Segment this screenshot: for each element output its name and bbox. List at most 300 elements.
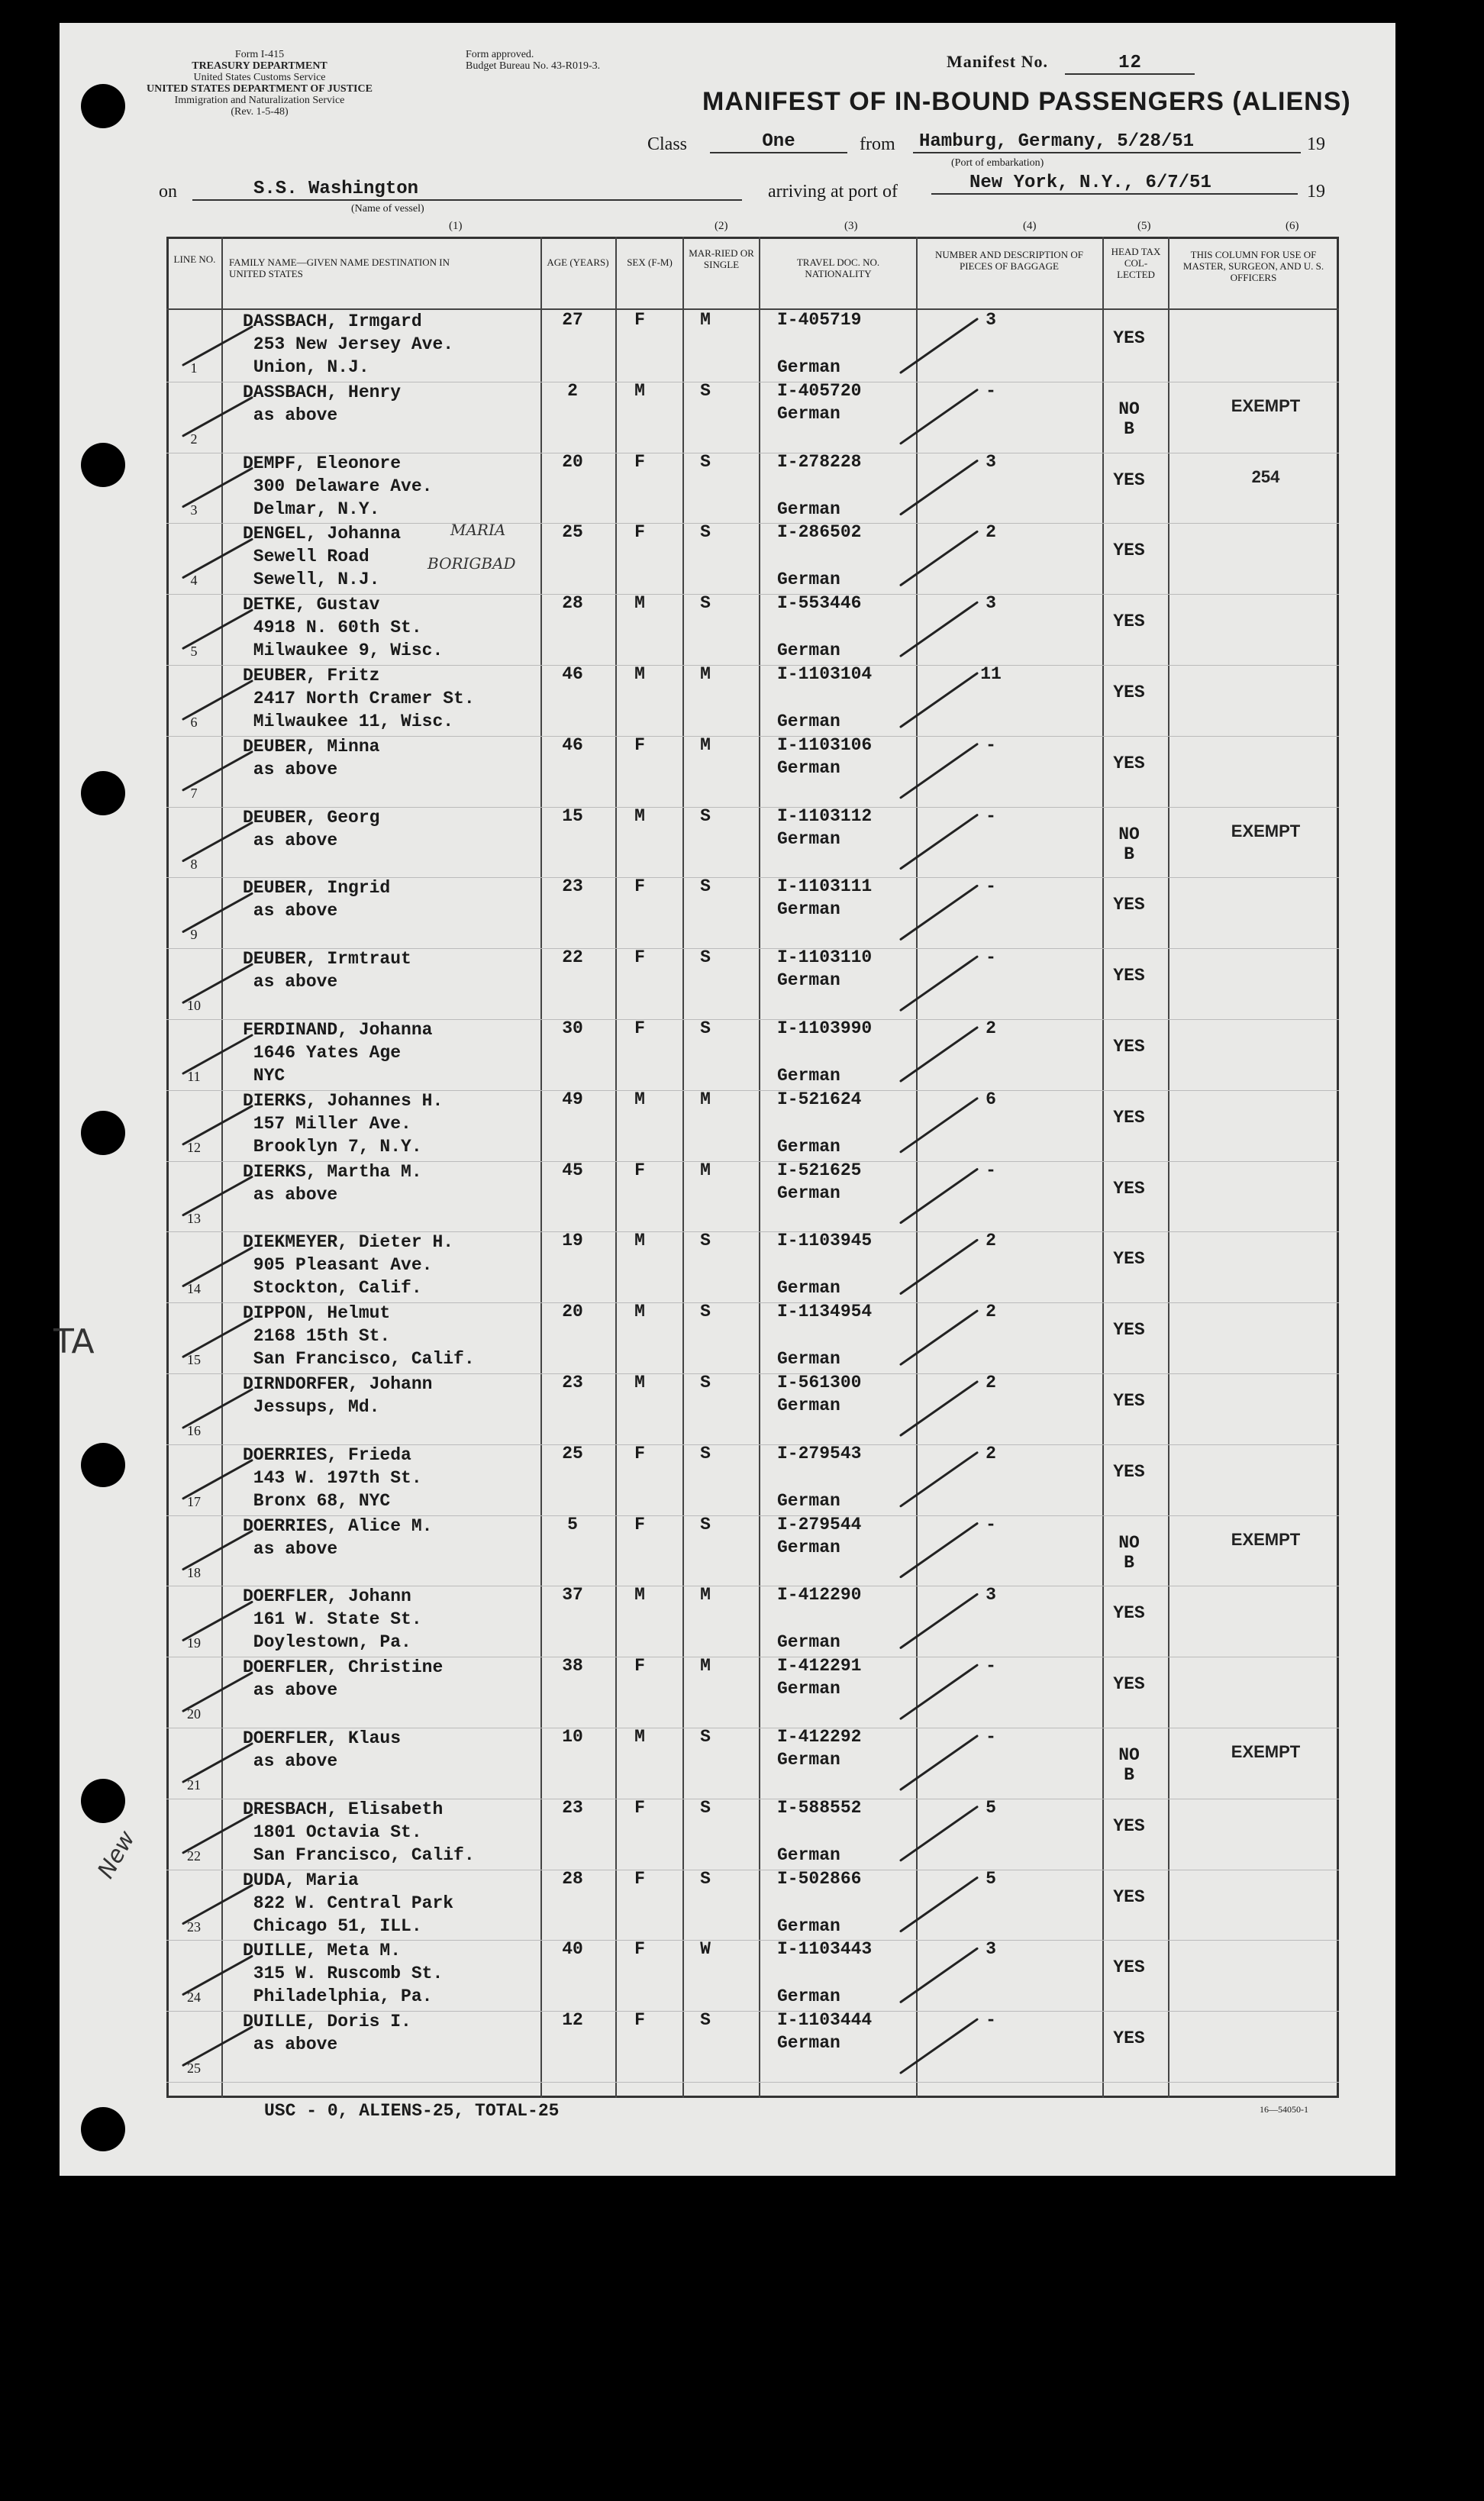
agency-line: UNITED STATES DEPARTMENT OF JUSTICE (147, 83, 373, 95)
head-tax-collected: YES (1113, 1957, 1145, 1978)
check-mark (183, 1460, 252, 1499)
passenger-name-destination: DEUBER, Minna as above (243, 736, 380, 779)
marital-status: S (700, 1514, 711, 1534)
official-remark: EXEMPT (1231, 1529, 1301, 1549)
passenger-age: 46 (562, 664, 583, 684)
year-suffix: 19 (1307, 182, 1325, 202)
head-tax-collected: YES (1113, 541, 1145, 561)
line-number: 21 (187, 1777, 201, 1793)
nationality: German (777, 1537, 840, 1557)
check-mark (901, 1099, 977, 1152)
passenger-age: 28 (562, 593, 583, 614)
passenger-age: 46 (562, 734, 583, 755)
check-mark (901, 1948, 977, 2002)
baggage-count: 3 (986, 1939, 996, 1960)
head-tax-collected: YES (1113, 1249, 1145, 1270)
line-number: 11 (187, 1069, 201, 1084)
passenger-age: 20 (562, 451, 583, 472)
travel-document-number: I-412291 (777, 1656, 862, 1676)
manifest-number-label: Manifest No. (947, 52, 1048, 71)
nationality: German (777, 1278, 840, 1299)
passenger-age: 38 (562, 1656, 583, 1676)
column-number: (3) (844, 220, 858, 232)
header-head-tax: HEAD TAX COL-LECTED (1111, 246, 1161, 280)
passenger-sex: M (634, 1231, 645, 1251)
passenger-age: 23 (562, 1797, 583, 1818)
check-mark (183, 1177, 252, 1215)
line-number: 25 (187, 2061, 201, 2077)
line-number: 14 (187, 1281, 201, 1297)
header-line-no: LINE NO. (173, 253, 216, 265)
check-mark (901, 673, 977, 727)
line-number: 1 (190, 360, 198, 376)
travel-document-number: I-1103104 (777, 664, 873, 684)
marital-status: M (700, 1585, 711, 1605)
nationality: German (777, 712, 840, 731)
nationality: German (777, 1632, 840, 1653)
baggage-count: - (986, 805, 996, 826)
nationality: German (777, 403, 840, 424)
marital-status: S (700, 947, 711, 968)
head-tax-collected: YES (1113, 1603, 1145, 1624)
check-mark (183, 1673, 252, 1711)
from-label: from (860, 134, 895, 154)
line-number: 16 (187, 1423, 201, 1438)
marital-status: M (700, 1160, 711, 1180)
line-number: 19 (187, 1635, 201, 1651)
check-mark (183, 1318, 252, 1357)
head-tax-collected: NO B (1118, 1745, 1140, 1785)
marital-status: S (700, 1302, 711, 1322)
passenger-name-destination: DIRNDORFER, Johann Jessups, Md. (243, 1374, 433, 1417)
travel-document-number: I-561300 (777, 1373, 862, 1392)
check-mark (183, 1815, 252, 1853)
passenger-name-destination: DIERKS, Johannes H. 157 Miller Ave. Brooklyn 7, N.Y. (243, 1090, 444, 1157)
passenger-sex: F (634, 947, 645, 968)
passenger-sex: F (634, 451, 645, 472)
travel-document-number: I-588552 (777, 1797, 862, 1818)
vessel-caption: (Name of vessel) (351, 203, 424, 215)
travel-document-number: I-412292 (777, 1727, 862, 1747)
travel-document-number: I-1103110 (777, 947, 873, 968)
agency-subline: United States Customs Service (193, 72, 326, 83)
head-tax-collected: YES (1113, 1674, 1145, 1695)
passenger-age: 5 (567, 1514, 578, 1534)
passenger-name-destination: DIERKS, Martha M. as above (243, 1161, 422, 1205)
check-mark (183, 1247, 252, 1286)
check-mark (901, 390, 977, 444)
column-number: (1) (449, 220, 463, 232)
nationality: German (777, 499, 840, 519)
head-tax-collected: YES (1113, 1320, 1145, 1341)
header-married: MAR-RIED OR SINGLE (689, 247, 754, 270)
check-mark (183, 327, 252, 365)
passenger-age: 23 (562, 876, 583, 897)
head-tax-collected: YES (1113, 753, 1145, 773)
handwritten-note: BORIGBAD (427, 554, 516, 573)
line-number: 22 (187, 1848, 201, 1864)
handwritten-note: MARIA (450, 521, 506, 539)
baggage-count: 2 (986, 1018, 996, 1038)
check-mark (901, 461, 977, 515)
arrival-value: New York, N.Y., 6/7/51 (931, 173, 1298, 195)
check-mark (901, 1382, 977, 1435)
line-number: 18 (187, 1564, 201, 1580)
approval-line: Budget Bureau No. 43-R019-3. (466, 60, 601, 72)
check-mark (183, 964, 252, 1002)
passenger-name-destination: DEUBER, Georg as above (243, 807, 380, 850)
head-tax-collected: NO B (1118, 1532, 1140, 1573)
header-baggage: NUMBER AND DESCRIPTION OF PIECES OF BAGGAGE (935, 249, 1083, 272)
nationality: German (777, 357, 840, 377)
line-number: 3 (190, 502, 198, 518)
baggage-count: 3 (986, 451, 996, 472)
port-caption: (Port of embarkation) (951, 157, 1044, 169)
passenger-age: 30 (562, 1018, 583, 1038)
passenger-sex: F (634, 310, 645, 330)
nationality: German (777, 1750, 840, 1770)
baggage-count: 2 (986, 1302, 996, 1322)
head-tax-collected: YES (1113, 1178, 1145, 1199)
nationality: German (777, 828, 840, 849)
check-mark (901, 602, 977, 656)
arriving-label: arriving at port of (768, 182, 898, 202)
travel-document-number: I-405719 (777, 310, 862, 330)
column-number: (4) (1023, 220, 1037, 232)
marital-status: M (700, 1089, 711, 1109)
check-mark (183, 1602, 252, 1640)
nationality: German (777, 757, 840, 778)
line-number: 5 (190, 644, 198, 660)
revision-line: (Rev. 1-5-48) (231, 106, 289, 118)
marital-status: S (700, 805, 711, 826)
marital-status: S (700, 1373, 711, 1392)
passenger-name-destination: DOERRIES, Alice M. as above (243, 1515, 433, 1559)
passenger-name-destination: DUDA, Maria 822 W. Central Park Chicago 51, ILL. (243, 1870, 454, 1936)
document-title: MANIFEST OF IN-BOUND PASSENGERS (ALIENS) (702, 87, 1351, 116)
official-remark: EXEMPT (1231, 395, 1301, 415)
nationality: German (777, 1915, 840, 1936)
check-mark (901, 1028, 977, 1081)
line-number: 13 (187, 1210, 201, 1226)
passenger-name-destination: DEUBER, Irmtraut as above (243, 949, 411, 992)
check-mark (901, 1524, 977, 1577)
line-number: 7 (190, 785, 198, 801)
check-mark (901, 815, 977, 869)
head-tax-collected: YES (1113, 1107, 1145, 1128)
check-mark (183, 1035, 252, 1073)
line-number: 15 (187, 1352, 201, 1368)
passenger-age: 23 (562, 1373, 583, 1392)
line-number: 4 (190, 573, 198, 589)
marital-status: S (700, 1868, 711, 1889)
baggage-count: 2 (986, 1373, 996, 1392)
nationality: German (777, 970, 840, 991)
travel-document-number: I-279543 (777, 1443, 862, 1463)
marital-status: S (700, 522, 711, 543)
official-remark: 254 (1251, 466, 1280, 486)
check-mark (901, 886, 977, 939)
head-tax-collected: YES (1113, 470, 1145, 490)
header-remarks: THIS COLUMN FOR USE OF MASTER, SURGEON, AND U. S. OFFICERS (1182, 249, 1324, 283)
passenger-age: 28 (562, 1868, 583, 1889)
line-number: 9 (190, 927, 198, 943)
passenger-sex: M (634, 664, 645, 684)
check-mark (901, 1736, 977, 1789)
check-mark (901, 1240, 977, 1293)
line-number: 10 (187, 998, 201, 1014)
line-number: 23 (187, 1919, 201, 1935)
line-number: 12 (187, 1139, 201, 1155)
passenger-age: 27 (562, 310, 583, 330)
passenger-name-destination: DEUBER, Ingrid as above (243, 878, 391, 921)
passenger-name-destination: DASSBACH, Irmgard 253 New Jersey Ave. Union, N.J. (243, 311, 454, 377)
line-number: 20 (187, 1706, 201, 1722)
passenger-sex: F (634, 522, 645, 543)
passenger-sex: M (634, 1585, 645, 1605)
marital-status: S (700, 1727, 711, 1747)
check-mark (901, 1453, 977, 1506)
line-number: 8 (190, 856, 198, 872)
head-tax-collected: NO B (1118, 399, 1140, 439)
check-mark (183, 610, 252, 648)
baggage-count: - (986, 1727, 996, 1747)
passenger-name-destination: DIEKMEYER, Dieter H. 905 Pleasant Ave. Stockton, Calif. (243, 1232, 454, 1299)
check-mark (183, 1531, 252, 1570)
form-number: Form I-415 (234, 49, 285, 60)
head-tax-collected: YES (1113, 2028, 1145, 2049)
passenger-age: 25 (562, 1443, 583, 1463)
check-mark (901, 531, 977, 585)
baggage-count: 11 (980, 664, 1002, 684)
passenger-name-destination: DEMPF, Eleonore 300 Delaware Ave. Delmar, N.Y. (243, 453, 433, 519)
head-tax-collected: YES (1113, 612, 1145, 632)
travel-document-number: I-286502 (777, 522, 862, 543)
passenger-age: 10 (562, 1727, 583, 1747)
on-label: on (159, 182, 177, 202)
passenger-age: 49 (562, 1089, 583, 1109)
baggage-count: - (986, 2010, 996, 2031)
nationality: German (777, 2033, 840, 2054)
marital-status: S (700, 1797, 711, 1818)
line-number: 24 (187, 1990, 201, 2006)
passenger-name-destination: DRESBACH, Elisabeth 1801 Octavia St. San Francisco, Calif. (243, 1799, 475, 1865)
check-mark (901, 319, 977, 373)
passenger-sex: M (634, 805, 645, 826)
check-mark (183, 1744, 252, 1782)
passenger-sex: M (634, 1302, 645, 1322)
column-number: (6) (1286, 220, 1299, 232)
passenger-sex: F (634, 1656, 645, 1676)
head-tax-collected: YES (1113, 1886, 1145, 1907)
passenger-name-destination: DOERFLER, Christine as above (243, 1657, 444, 1701)
passenger-age: 45 (562, 1160, 583, 1180)
marital-status: S (700, 451, 711, 472)
passenger-name-destination: DEUBER, Fritz 2417 North Cramer St. Milwaukee 11, Wisc. (243, 666, 475, 731)
passenger-name-destination: DOERFLER, Johann 161 W. State St. Doylestown, Pa. (243, 1586, 422, 1653)
check-mark (901, 957, 977, 1010)
check-mark (183, 752, 252, 790)
travel-document-number: I-1103444 (777, 2010, 873, 2031)
check-mark (183, 398, 252, 436)
travel-document-number: I-1103106 (777, 734, 873, 755)
passenger-sex: M (634, 593, 645, 614)
check-mark (183, 1886, 252, 1924)
nationality: German (777, 899, 840, 920)
baggage-count: 2 (986, 522, 996, 543)
passenger-age: 12 (562, 2010, 583, 2031)
passenger-sex: F (634, 1868, 645, 1889)
column-number: (2) (715, 220, 728, 232)
passenger-name-destination: DIPPON, Helmut 2168 15th St. San Francisco, Calif. (243, 1303, 475, 1370)
passenger-name-destination: DUILLE, Doris I. as above (243, 2012, 411, 2055)
passenger-name-destination: FERDINAND, Johanna 1646 Yates Age NYC (243, 1020, 433, 1086)
handwritten-side-mark: TA (53, 1322, 95, 1361)
marital-status: S (700, 1231, 711, 1251)
travel-document-number: I-553446 (777, 593, 862, 614)
header-sex: SEX (F-M) (627, 257, 673, 268)
travel-document-number: I-1103443 (777, 1939, 873, 1960)
line-number: 2 (190, 431, 198, 447)
passenger-name-destination: DOERFLER, Klaus as above (243, 1728, 402, 1771)
head-tax-collected: NO B (1118, 824, 1140, 864)
marital-status: S (700, 1018, 711, 1038)
head-tax-collected: YES (1113, 1461, 1145, 1482)
travel-document-number: I-1103945 (777, 1231, 873, 1251)
passenger-age: 20 (562, 1302, 583, 1322)
passenger-sex: F (634, 2010, 645, 2031)
passenger-age: 2 (567, 380, 578, 401)
passenger-sex: F (634, 1939, 645, 1960)
embarkation-value: Hamburg, Germany, 5/28/51 (913, 131, 1301, 153)
travel-document-number: I-502866 (777, 1868, 862, 1889)
baggage-count: - (986, 1656, 996, 1676)
passenger-sex: F (634, 734, 645, 755)
passenger-sex: F (634, 1514, 645, 1534)
passenger-sex: F (634, 1160, 645, 1180)
marital-status: S (700, 2010, 711, 2031)
header-travel-doc: TRAVEL DOC. NO. NATIONALITY (796, 257, 880, 279)
baggage-count: 6 (986, 1089, 996, 1109)
passenger-name-destination: DOERRIES, Frieda 143 W. 197th St. Bronx 68, NYC (243, 1444, 422, 1511)
marital-status: W (700, 1939, 711, 1960)
travel-document-number: I-1103112 (777, 805, 873, 826)
travel-document-number: I-521625 (777, 1160, 862, 1180)
check-mark (183, 893, 252, 931)
head-tax-collected: YES (1113, 683, 1145, 702)
check-mark (183, 2027, 252, 2065)
check-mark (901, 1594, 977, 1647)
marital-status: M (700, 1656, 711, 1676)
official-remark: EXEMPT (1231, 1742, 1301, 1761)
nationality: German (777, 1396, 840, 1415)
baggage-count: 5 (986, 1797, 996, 1818)
baggage-count: 2 (986, 1443, 996, 1463)
class-label: Class (647, 134, 688, 154)
travel-document-number: I-521624 (777, 1089, 862, 1109)
nationality: German (777, 1490, 840, 1511)
passenger-name-destination: DUILLE, Meta M. 315 W. Ruscomb St. Philadelphia, Pa. (243, 1941, 444, 2007)
check-mark (183, 1956, 252, 1994)
nationality: German (777, 1136, 840, 1157)
marital-status: S (700, 380, 711, 401)
marital-status: M (700, 734, 711, 755)
agency-subline: Immigration and Naturalization Service (174, 95, 345, 106)
marital-status: S (700, 593, 711, 614)
manifest-number-value: 12 (1065, 53, 1195, 75)
nationality: German (777, 1183, 840, 1203)
check-mark (183, 469, 252, 507)
passenger-sex: M (634, 1373, 645, 1392)
check-mark (901, 1807, 977, 1860)
baggage-count: - (986, 734, 996, 755)
passenger-sex: M (634, 1089, 645, 1109)
passenger-sex: F (634, 1797, 645, 1818)
agency-line: TREASURY DEPARTMENT (192, 60, 327, 72)
head-tax-collected: YES (1113, 895, 1145, 915)
check-mark (183, 823, 252, 861)
nationality: German (777, 1349, 840, 1370)
head-tax-collected: YES (1113, 1391, 1145, 1411)
head-tax-collected: YES (1113, 1037, 1145, 1057)
nationality: German (777, 641, 840, 661)
line-number: 17 (187, 1493, 201, 1509)
passenger-age: 15 (562, 805, 583, 826)
baggage-count: - (986, 1514, 996, 1534)
check-mark (183, 681, 252, 719)
passenger-age: 22 (562, 947, 583, 968)
nationality: German (777, 570, 840, 590)
travel-document-number: I-279544 (777, 1514, 862, 1534)
totals-line: USC - 0, ALIENS-25, TOTAL-25 (264, 2101, 560, 2121)
passenger-sex: F (634, 876, 645, 897)
passenger-age: 37 (562, 1585, 583, 1605)
line-number: 6 (190, 715, 198, 730)
check-mark (183, 1106, 252, 1144)
nationality: German (777, 1986, 840, 2007)
baggage-count: - (986, 947, 996, 968)
vessel-name: S.S. Washington (192, 179, 742, 201)
check-mark (901, 744, 977, 798)
official-remark: EXEMPT (1231, 821, 1301, 841)
passenger-name-destination: DETKE, Gustav 4918 N. 60th St. Milwaukee 9, Wisc. (243, 595, 444, 661)
head-tax-collected: YES (1113, 328, 1145, 348)
passenger-age: 25 (562, 522, 583, 543)
passenger-sex: M (634, 1727, 645, 1747)
check-mark (901, 2019, 977, 2073)
passenger-age: 19 (562, 1231, 583, 1251)
baggage-count: - (986, 380, 996, 401)
year-suffix: 19 (1307, 134, 1325, 154)
check-mark (901, 1170, 977, 1223)
baggage-count: - (986, 876, 996, 897)
nationality: German (777, 1066, 840, 1086)
header-age: AGE (YEARS) (547, 257, 609, 268)
travel-document-number: I-1103990 (777, 1018, 873, 1038)
check-mark (901, 1878, 977, 1931)
nationality: German (777, 1844, 840, 1865)
passenger-sex: M (634, 380, 645, 401)
check-mark (183, 1389, 252, 1428)
marital-status: M (700, 664, 711, 684)
travel-document-number: I-1103111 (777, 876, 873, 897)
baggage-count: - (986, 1160, 996, 1180)
approval-line: Form approved. (466, 49, 534, 60)
printer-form-number: 16—54050-1 (1260, 2104, 1308, 2115)
travel-document-number: I-278228 (777, 451, 862, 472)
baggage-count: 3 (986, 310, 996, 330)
class-value: One (710, 131, 847, 153)
